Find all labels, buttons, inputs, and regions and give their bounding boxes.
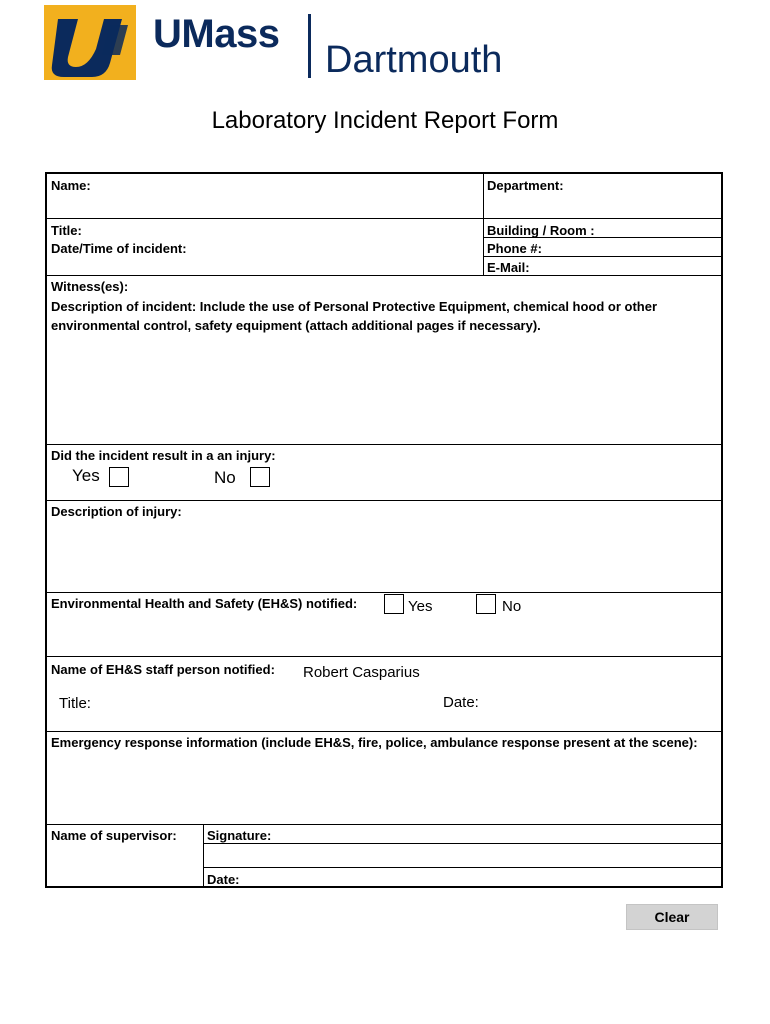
row-divider bbox=[47, 824, 721, 825]
incident-form bbox=[45, 172, 723, 888]
injury-question-label: Did the incident result in a an injury: bbox=[51, 448, 276, 463]
building-room-label: Building / Room : bbox=[487, 223, 595, 238]
ehs-no-checkbox[interactable] bbox=[476, 594, 496, 614]
row-divider bbox=[47, 592, 721, 593]
page-title: Laboratory Incident Report Form bbox=[211, 107, 559, 134]
row-divider bbox=[203, 867, 721, 868]
date-label: Date: bbox=[207, 872, 240, 887]
injury-description-label: Description of injury: bbox=[51, 504, 182, 519]
email-label: E-Mail: bbox=[487, 260, 530, 275]
row-divider bbox=[47, 218, 721, 219]
ehs-staff-value: Robert Casparius bbox=[303, 664, 420, 681]
datetime-label: Date/Time of incident: bbox=[51, 241, 187, 256]
ehs-no-label: No bbox=[502, 598, 522, 615]
column-divider bbox=[483, 174, 484, 275]
supervisor-label: Name of supervisor: bbox=[51, 828, 177, 843]
emergency-label: Emergency response information (include EH&S, fire, police, ambulance response present at the scene): bbox=[51, 735, 698, 750]
brand-umass: UMass bbox=[153, 12, 280, 56]
staff-title-label: Title: bbox=[59, 695, 91, 712]
row-divider bbox=[47, 731, 721, 732]
injury-yes-checkbox[interactable] bbox=[109, 467, 129, 487]
injury-no-label: No bbox=[214, 468, 236, 487]
description-label: Description of incident: Include the use of Personal Protective Equipment, chemical hood or other environmental control, safety equipment (attach additional pages if necessary). bbox=[51, 299, 658, 333]
title-label: Title: bbox=[51, 223, 82, 238]
row-divider bbox=[47, 656, 721, 657]
signature-label: Signature: bbox=[207, 828, 272, 843]
staff-date-label: Date: bbox=[443, 694, 479, 711]
department-label: Department: bbox=[487, 178, 564, 193]
injury-no-checkbox[interactable] bbox=[250, 467, 270, 487]
row-divider bbox=[203, 843, 721, 844]
column-divider bbox=[203, 824, 204, 886]
row-divider bbox=[47, 275, 721, 276]
ehs-staff-label: Name of EH&S staff person notified: bbox=[51, 662, 275, 677]
phone-label: Phone #: bbox=[487, 241, 542, 256]
brand-dartmouth: Dartmouth bbox=[325, 39, 503, 81]
ehs-yes-label: Yes bbox=[408, 598, 433, 615]
ehs-yes-checkbox[interactable] bbox=[384, 594, 404, 614]
witnesses-label: Witness(es): bbox=[51, 279, 129, 294]
row-divider bbox=[47, 444, 721, 445]
umass-logo-icon bbox=[44, 5, 136, 80]
injury-yes-label: Yes bbox=[72, 466, 100, 485]
row-divider bbox=[47, 500, 721, 501]
clear-button[interactable]: Clear bbox=[626, 904, 718, 930]
name-label: Name: bbox=[51, 178, 91, 193]
brand-divider bbox=[308, 14, 311, 78]
ehs-notified-label: Environmental Health and Safety (EH&S) notified: bbox=[51, 596, 358, 611]
